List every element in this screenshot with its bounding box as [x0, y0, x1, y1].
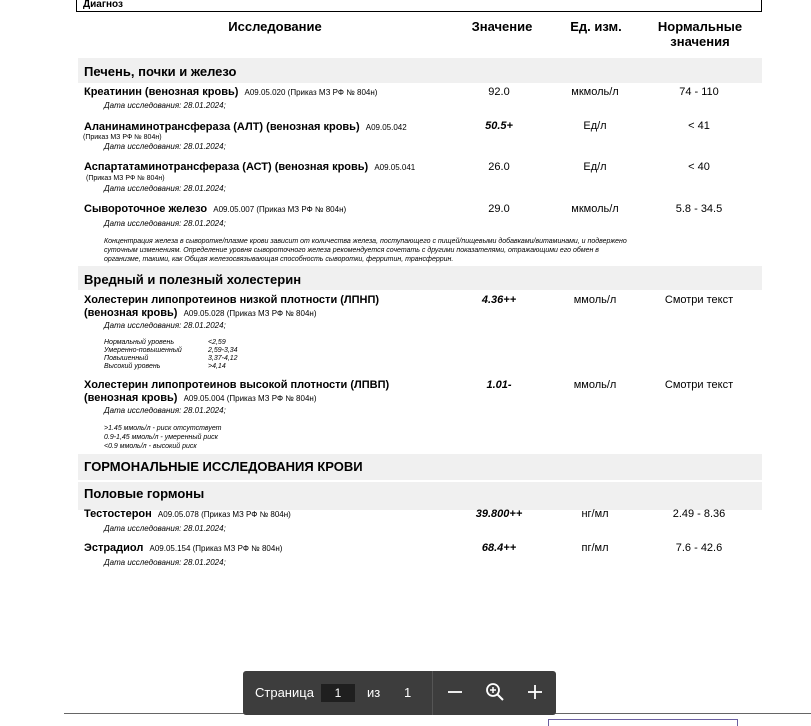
test-ldl-value: 4.36++ — [481, 294, 517, 306]
test-iron-label: Сывороточное железо — [84, 203, 208, 215]
test-ldl-norm: Смотри текст — [664, 294, 734, 306]
test-testo-unit: нг/мл — [581, 508, 609, 520]
hdl-ref-line3: <0.9 ммоль/л - высокий риск — [104, 443, 197, 450]
test-ast-label: Аспартатаминотрансфераза (АСТ) (венозная кровь) — [84, 161, 369, 173]
header-normal-line1: Нормальные — [657, 19, 743, 34]
test-name-iron — [84, 203, 464, 216]
test-testo-norm: 2.49 - 8.36 — [672, 508, 726, 520]
ldl-ref-row: Нормальный уровень <2,59 — [104, 339, 226, 346]
zoom-icon — [483, 680, 507, 704]
test-estradiol-unit: пг/мл — [581, 542, 609, 554]
test-estradiol-date: Дата исследования: 28.01.2024; — [104, 558, 226, 567]
next-page-box — [548, 719, 738, 726]
test-hdl-value: 1.01- — [486, 379, 512, 391]
pdf-toolbar — [243, 671, 556, 715]
total-pages: 1 — [404, 685, 412, 700]
test-testo-value: 39.800++ — [475, 508, 523, 520]
section-divider — [78, 480, 762, 482]
iron-note-line2: суточным изменениям. Определение уровня сывороточного железа рекомендуется сочетать с другими показателями, отражающими его обмен в — [104, 247, 599, 254]
test-alt-code: A09.05.042 — [365, 123, 407, 132]
test-alt-norm: < 41 — [688, 120, 710, 132]
test-alt-unit: Ед/л — [583, 120, 607, 132]
diagnosis-label: Диагноз — [83, 0, 123, 10]
ldl-reference-table — [104, 339, 238, 371]
test-alt-label: Аланинаминотрансфераза (АЛТ) (венозная кровь) — [84, 121, 360, 133]
test-iron-unit: мкмоль/л — [571, 203, 619, 215]
test-ast-unit: Ед/л — [583, 161, 607, 173]
header-value: Значение — [471, 19, 533, 34]
test-hdl-code: A09.05.004 (Приказ МЗ РФ № 804н) — [183, 394, 317, 403]
test-ast-norm: < 40 — [688, 161, 710, 173]
iron-note-line3: организме, такими, как Общая железосвязывающая способность сыворотки, ферритин, трансферрин. — [104, 256, 454, 263]
test-estradiol-value: 68.4++ — [481, 542, 517, 554]
test-creatinine-value: 92.0 — [488, 86, 510, 98]
hdl-ref-line1: >1.45 ммоль/л - риск отсутствует — [104, 425, 222, 432]
section-title-chol: Вредный и полезный холестерин — [84, 272, 302, 287]
section-title-hormone: ГОРМОНАЛЬНЫЕ ИССЛЕДОВАНИЯ КРОВИ — [84, 459, 363, 474]
test-ldl-label2: (венозная кровь) — [84, 307, 178, 319]
zoom-reset-button[interactable] — [483, 680, 507, 704]
zoom-out-button[interactable] — [443, 680, 467, 704]
test-name-creatinine — [84, 86, 464, 99]
test-creatinine-label: Креатинин (венозная кровь) — [84, 86, 239, 98]
test-iron-code: A09.05.007 (Приказ МЗ РФ № 804н) — [213, 205, 347, 214]
minus-icon — [443, 680, 467, 704]
test-ast-value: 26.0 — [488, 161, 510, 173]
ldl-ref-row: Повышенный 3,37-4,12 — [104, 355, 238, 362]
header-unit: Ед. изм. — [570, 19, 622, 34]
test-creatinine-code: A09.05.020 (Приказ МЗ РФ № 804н) — [244, 88, 378, 97]
header-study: Исследование — [228, 19, 322, 34]
hdl-ref-line2: 0.9-1,45 ммоль/л - умеренный риск — [104, 434, 218, 441]
test-alt-value: 50.5+ — [485, 120, 513, 132]
of-label: из — [367, 685, 381, 700]
test-name-testosterone — [84, 508, 464, 521]
test-iron-norm: 5.8 - 34.5 — [675, 203, 723, 215]
test-estradiol-code: A09.05.154 (Приказ МЗ РФ № 804н) — [149, 544, 283, 553]
test-creatinine-unit: мкмоль/л — [571, 86, 619, 98]
diagnosis-box — [76, 0, 762, 12]
test-hdl-date: Дата исследования: 28.01.2024; — [104, 406, 226, 415]
test-ldl-date: Дата исследования: 28.01.2024; — [104, 321, 226, 330]
test-alt-code2: (Приказ МЗ РФ № 804н) — [83, 134, 162, 141]
iron-note — [104, 237, 764, 264]
ldl-ref-row: Высокий уровень >4,14 — [104, 363, 226, 370]
test-ldl-label1: Холестерин липопротеинов низкой плотности (ЛПНП) — [84, 294, 380, 306]
test-name-ldl — [84, 294, 464, 320]
header-normal-line2: значения — [670, 34, 730, 49]
test-ldl-code: A09.05.028 (Приказ МЗ РФ № 804н) — [183, 309, 317, 318]
section-title-sex-hormones: Половые гормоны — [84, 486, 205, 501]
header-normal — [648, 19, 752, 49]
test-hdl-label1: Холестерин липопротеинов высокой плотности (ЛПВП) — [84, 379, 390, 391]
toolbar-separator — [432, 671, 433, 715]
test-ldl-unit: ммоль/л — [573, 294, 617, 306]
test-ast-code2: (Приказ МЗ РФ № 804н) — [86, 175, 165, 182]
test-name-hdl — [84, 379, 464, 405]
test-hdl-unit: ммоль/л — [573, 379, 617, 391]
test-name-estradiol — [84, 542, 464, 555]
test-iron-value: 29.0 — [488, 203, 510, 215]
test-name-ast — [84, 161, 464, 174]
page-number-input[interactable]: 1 — [321, 684, 355, 702]
test-creatinine-norm: 74 - 110 — [679, 86, 719, 98]
zoom-in-button[interactable] — [523, 680, 547, 704]
test-estradiol-label: Эстрадиол — [84, 542, 144, 554]
ldl-ref-row: Умеренно-повышенный 2,59-3,34 — [104, 347, 238, 354]
test-testo-code: A09.05.078 (Приказ МЗ РФ № 804н) — [157, 510, 291, 519]
iron-note-line1: Концентрация железа в сыворотке/плазме крови зависит от количества железа, поступающего с пищей/пищевыми добавками/витаминами, и подвержено — [104, 238, 627, 245]
test-hdl-label2: (венозная кровь) — [84, 392, 178, 404]
page-label: Страница — [255, 685, 314, 700]
test-creatinine-date: Дата исследования: 28.01.2024; — [104, 101, 226, 110]
test-iron-date: Дата исследования: 28.01.2024; — [104, 219, 226, 228]
section-title-liver: Печень, почки и железо — [84, 64, 237, 79]
test-alt-date: Дата исследования: 28.01.2024; — [104, 142, 226, 151]
hdl-reference — [104, 424, 222, 451]
test-ast-code: A09.05.041 — [374, 163, 416, 172]
test-ast-date: Дата исследования: 28.01.2024; — [104, 184, 226, 193]
plus-icon — [523, 680, 547, 704]
test-testo-label: Тестостерон — [84, 508, 152, 520]
test-estradiol-norm: 7.6 - 42.6 — [675, 542, 723, 554]
test-hdl-norm: Смотри текст — [664, 379, 734, 391]
test-testo-date: Дата исследования: 28.01.2024; — [104, 524, 226, 533]
test-name-alt — [84, 121, 464, 134]
